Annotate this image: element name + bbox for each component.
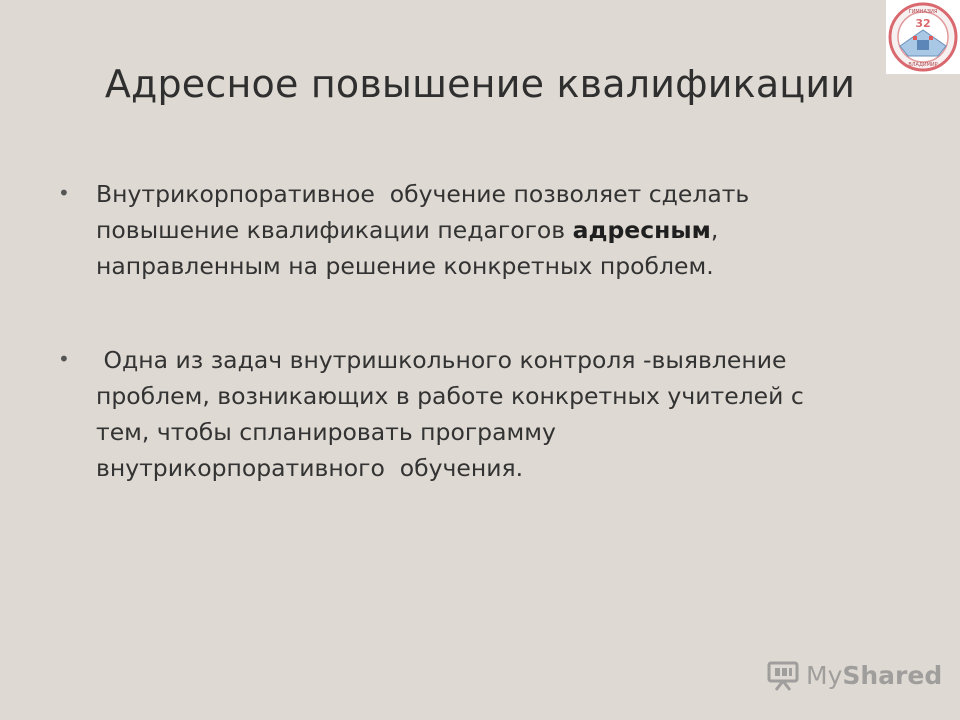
logo-top-text: ГИМНАЗИЯ	[908, 9, 938, 15]
bullet-marker: •	[58, 347, 70, 371]
bullet-marker: •	[58, 181, 70, 205]
myshared-watermark	[766, 657, 942, 693]
logo-bottom-text: ВЛАДИМИР	[908, 62, 938, 68]
bullet-list	[58, 176, 858, 486]
bullet-2-line-1: Одна из задач внутришкольного контроля -выявление	[96, 346, 787, 374]
bullet-item-2	[58, 342, 858, 486]
bullet-2-line-3: тем, чтобы спланировать программу	[96, 418, 556, 446]
bullet-1-line-2-comma: ,	[710, 216, 719, 244]
school-logo	[886, 0, 960, 74]
bullet-1-line-2	[96, 212, 858, 248]
bullet-1-line-2-text: повышение квалификации педагогов	[96, 216, 573, 244]
school-emblem-icon	[886, 0, 960, 74]
bullet-1-emphasis: адресным	[572, 216, 711, 244]
slide-title: Адресное повышение квалификации	[104, 62, 856, 106]
bullet-1-line-3: направленным на решение конкретных проблем.	[96, 252, 714, 280]
watermark-shared: Shared	[842, 660, 943, 690]
presentation-board-icon	[766, 659, 800, 691]
bullet-item-1	[58, 176, 858, 284]
logo-number: 32	[915, 17, 931, 30]
watermark-my: My	[806, 660, 843, 690]
bullet-2-line-2: проблем, возникающих в работе конкретных учителей с	[96, 382, 804, 410]
watermark-text	[806, 661, 942, 690]
bullet-1-line-1: Внутрикорпоративное обучение позволяет сделать	[96, 180, 750, 208]
bullet-2-line-4: внутрикорпоративного обучения.	[96, 454, 524, 482]
